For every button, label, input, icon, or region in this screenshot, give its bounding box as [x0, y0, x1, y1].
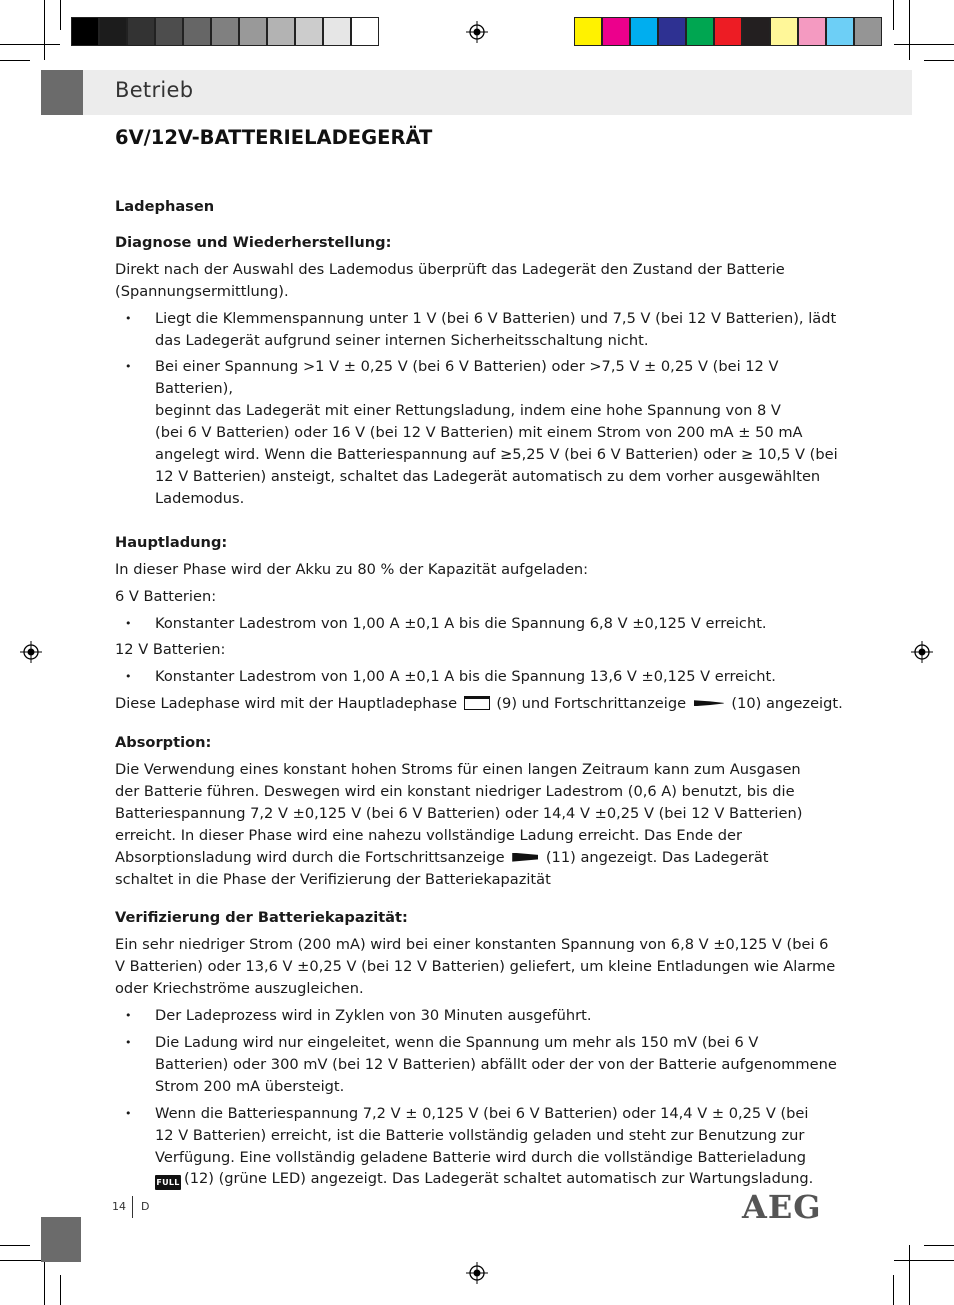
list-item-line: Lademodus.	[155, 489, 245, 507]
text-span: Absorptionsladung wird durch die Fortschrittsanzeige	[115, 848, 505, 866]
crop-mark	[0, 44, 60, 45]
color-swatch	[686, 17, 714, 46]
gray-swatch	[155, 17, 183, 46]
color-swatch	[826, 17, 854, 46]
crop-mark	[60, 0, 61, 30]
gray-swatch	[295, 17, 323, 46]
crop-mark	[0, 1245, 30, 1246]
crop-mark	[894, 1260, 954, 1261]
paragraph-line: 12 V Batterien:	[115, 641, 226, 659]
text-span: (9) und Fortschrittanzeige	[496, 695, 687, 713]
heading-diagnose: Diagnose und Wiederherstellung:	[115, 233, 392, 251]
gray-swatch	[183, 17, 211, 46]
heading-absorption: Absorption:	[115, 734, 212, 752]
list-item-line: • Die Ladung wird nur eingeleitet, wenn die Spannung um mehr als 150 mV (bei 6 V	[155, 1034, 759, 1051]
list-item	[115, 1103, 855, 1191]
crop-mark	[894, 44, 954, 45]
list-item	[115, 1032, 855, 1098]
section-title: Betrieb	[115, 78, 194, 102]
color-swatch	[854, 17, 882, 46]
text-span: (10) angezeigt.	[731, 695, 843, 713]
list-item-line: 12 V Batterien) ansteigt, schaltet das Ladegerät automatisch zu dem vorher ausgewählten	[155, 467, 821, 485]
heading-hauptladung: Hauptladung:	[115, 533, 228, 551]
paragraph-line: 6 V Batterien:	[115, 587, 217, 605]
list-item-line: • Bei einer Spannung >1 V ± 0,25 V (bei 6 V Batterien) oder >7,5 V ± 0,25 V (bei 12 V Batterien),	[155, 358, 779, 398]
list-item	[115, 613, 855, 635]
list-item	[115, 666, 855, 688]
header-band	[83, 70, 912, 115]
full-battery-icon: FULL	[155, 1175, 181, 1190]
paragraph-line: Ein sehr niedriger Strom (200 mA) wird bei einer konstanten Spannung von 6,8 V ±0,125 V (bei 6	[115, 936, 829, 954]
color-swatch	[714, 17, 742, 46]
color-swatch	[770, 17, 798, 46]
color-swatch	[798, 17, 826, 46]
registration-mark-icon	[466, 1262, 488, 1284]
footer-divider	[132, 1196, 133, 1218]
crop-mark	[893, 1275, 894, 1305]
list-item-line: • Liegt die Klemmenspannung unter 1 V (bei 6 V Batterien) und 7,5 V (bei 12 V Batterien), lädt	[155, 309, 837, 327]
crop-mark	[60, 1275, 61, 1305]
header-gray-block	[41, 70, 83, 115]
heading-ladephasen: Ladephasen	[115, 198, 215, 215]
page-title: 6V/12V-BATTERIELADEGERÄT	[115, 126, 433, 149]
paragraph-line: Batteriespannung 7,2 V ±0,125 V (bei 6 V Batterien) oder 14,4 V ±0,25 V (bei 12 V Batterien)	[115, 804, 803, 822]
list-item	[115, 308, 855, 352]
gray-swatch	[127, 17, 155, 46]
gray-swatch	[71, 17, 99, 46]
registration-mark-icon	[466, 21, 488, 43]
crop-mark	[909, 0, 910, 60]
paragraph-line	[115, 847, 855, 869]
list-item	[115, 1005, 855, 1027]
crop-mark	[0, 60, 30, 61]
paragraph-line: erreicht. In dieser Phase wird eine nahezu vollständige Ladung erreicht. Das Ende der	[115, 826, 742, 844]
progress-indicator-icon	[694, 700, 724, 706]
gray-swatch	[211, 17, 239, 46]
color-swatch	[574, 17, 602, 46]
gray-swatch	[323, 17, 351, 46]
list-item-line: • Der Ladeprozess wird in Zyklen von 30 Minuten ausgeführt.	[155, 1007, 592, 1025]
color-swatch	[630, 17, 658, 46]
list-item-line: (bei 6 V Batterien) oder 16 V (bei 12 V Batterien) mit einem Strom von 200 mA ± 50 mA	[155, 424, 803, 442]
list-item-line: • Konstanter Ladestrom von 1,00 A ±0,1 A bis die Spannung 13,6 V ±0,125 V erreicht.	[155, 668, 776, 686]
color-swatch	[658, 17, 686, 46]
paragraph-line: Direkt nach der Auswahl des Lademodus überprüft das Ladegerät den Zustand der Batterie	[115, 260, 785, 278]
list-item	[115, 356, 855, 509]
crop-mark	[893, 0, 894, 30]
text-span: Diese Ladephase wird mit der Hauptladephase	[115, 695, 458, 713]
paragraph-line: Die Verwendung eines konstant hohen Stroms für einen langen Zeitraum kann zum Ausgasen	[115, 761, 801, 779]
main-content	[115, 196, 855, 1195]
battery-icon	[464, 696, 490, 710]
crop-mark	[924, 1245, 954, 1246]
registration-mark-icon	[911, 641, 933, 663]
crop-mark	[44, 0, 45, 60]
list-item-line: angelegt wird. Wenn die Batteriespannung auf ≥5,25 V (bei 6 V Batterien) oder ≥ 10,5 V (bei	[155, 446, 838, 464]
footer-gray-block	[41, 1217, 81, 1262]
list-item-line: Verfügung. Eine vollständig geladene Batterie wird durch die vollständige Batterieladung	[155, 1148, 806, 1166]
crop-mark	[924, 60, 954, 61]
brand-logo: AEG	[742, 1188, 822, 1226]
paragraph-line	[115, 693, 855, 715]
gray-swatch	[239, 17, 267, 46]
list-item-line: Strom 200 mA übersteigt.	[155, 1077, 345, 1095]
list-item-line: 12 V Batterien) erreicht, ist die Batterie vollständig geladen und steht zur Benutzung zur	[155, 1126, 805, 1144]
text-span: (12) (grüne LED) angezeigt. Das Ladegerät schaltet automatisch zur Wartungsladung.	[184, 1170, 814, 1188]
color-swatch	[602, 17, 630, 46]
list-item-line: • Konstanter Ladestrom von 1,00 A ±0,1 A bis die Spannung 6,8 V ±0,125 V erreicht.	[155, 614, 767, 632]
paragraph-line: oder Kriechströme auszugleichen.	[115, 980, 364, 998]
crop-mark	[909, 1245, 910, 1305]
text-span: (11) angezeigt. Das Ladegerät	[545, 848, 769, 866]
gray-swatch	[351, 17, 379, 46]
paragraph-line: V Batterien) oder 13,6 V ±0,25 V (bei 12 V Batterien) geliefert, um kleine Entladungen wie Alarme	[115, 958, 836, 976]
list-item-line: • Wenn die Batteriespannung 7,2 V ± 0,125 V (bei 6 V Batterien) oder 14,4 V ± 0,25 V (bei	[155, 1104, 809, 1122]
list-item-line: Batterien) oder 300 mV (bei 12 V Batterien) abfällt oder der von der Batterie aufgenommene	[155, 1055, 837, 1073]
gray-swatch	[99, 17, 127, 46]
list-item-line: beginnt das Ladegerät mit einer Rettungsladung, indem eine hohe Spannung von 8 V	[155, 402, 781, 420]
color-swatch	[742, 17, 770, 46]
page-number: 14	[112, 1200, 126, 1213]
paragraph-line: In dieser Phase wird der Akku zu 80 % der Kapazität aufgeladen:	[115, 560, 589, 578]
language-code: D	[141, 1200, 150, 1213]
paragraph-line: (Spannungsermittlung).	[115, 282, 289, 300]
gray-swatch	[267, 17, 295, 46]
heading-verifizierung: Verifizierung der Batteriekapazität:	[115, 909, 408, 927]
registration-mark-icon	[20, 641, 42, 663]
paragraph-line: der Batterie führen. Deswegen wird ein konstant niedriger Ladestrom (0,6 A) benutzt, bis die	[115, 782, 795, 800]
paragraph-line: schaltet in die Phase der Verifizierung der Batteriekapazität	[115, 870, 551, 888]
progress-indicator-icon	[512, 853, 538, 862]
list-item-line: das Ladegerät aufgrund seiner internen Sicherheitsschaltung nicht.	[155, 331, 649, 349]
